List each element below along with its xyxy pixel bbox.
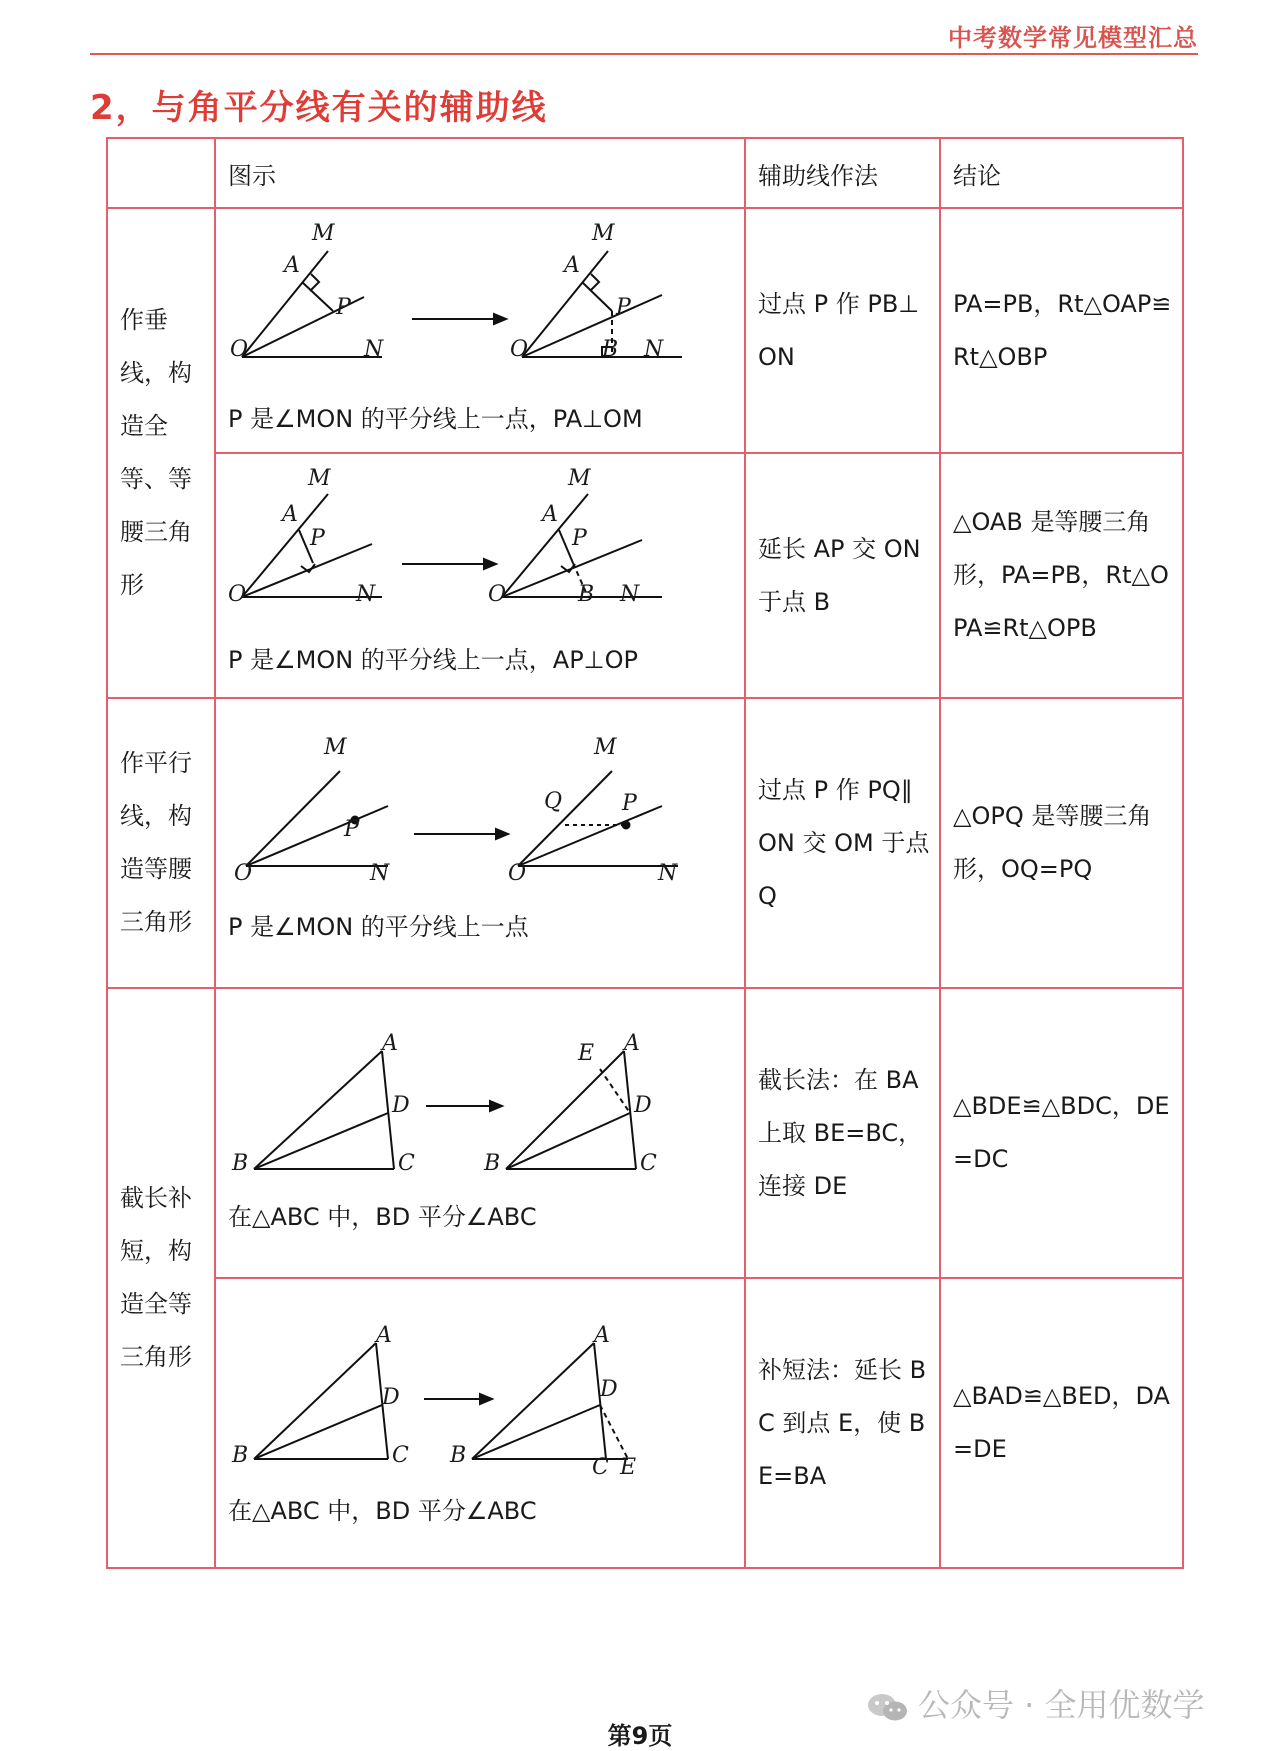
category-perpendicular: 作垂线，构造全等、等腰三角形: [107, 208, 215, 698]
table-row: [107, 208, 1183, 453]
table-header-row: [107, 138, 1183, 208]
category-cut-long-fill-short: 截长补短，构造全等三角形: [107, 988, 215, 1568]
label-C: C: [392, 1443, 409, 1468]
header-rule: [90, 53, 1198, 55]
label-E: E: [578, 1041, 595, 1066]
figure-cell: [215, 1278, 745, 1568]
label-O: O: [488, 582, 507, 607]
label-O: O: [510, 337, 529, 362]
label-N: N: [620, 582, 640, 607]
label-N: N: [356, 582, 376, 607]
label-A: A: [382, 1031, 398, 1056]
method-cell: 补短法：延长 BC 到点 E，使 BE=BA: [745, 1278, 940, 1568]
table-row: [107, 453, 1183, 698]
figure-cut-long: [216, 989, 746, 1277]
label-P: P: [310, 526, 325, 551]
label-P: P: [344, 817, 359, 842]
label-O: O: [230, 337, 249, 362]
label-N: N: [644, 337, 664, 362]
watermark-text: 公众号 · 全用优数学: [918, 1686, 1205, 1724]
figure-cell: [215, 988, 745, 1278]
category-parallel: 作平行线，构造等腰三角形: [107, 698, 215, 988]
label-M: M: [312, 221, 335, 246]
label-A: A: [284, 253, 300, 278]
figure-caption: 在△ABC 中，BD 平分∠ABC: [228, 1497, 537, 1525]
header-cell-method: 辅助线作法: [745, 138, 940, 208]
conclusion-cell: △BDE≌△BDC，DE=DC: [940, 988, 1183, 1278]
method-cell: 过点 P 作 PQ∥ON 交 OM 于点 Q: [745, 698, 940, 988]
label-N: N: [370, 861, 390, 886]
conclusion-cell: △OPQ 是等腰三角形，OQ=PQ: [940, 698, 1183, 988]
label-N: N: [364, 337, 384, 362]
label-P: P: [622, 791, 637, 816]
label-Q: Q: [544, 789, 563, 814]
figure-cell: [215, 453, 745, 698]
label-C: C: [592, 1455, 609, 1480]
label-A: A: [376, 1323, 392, 1348]
label-M: M: [568, 466, 591, 491]
label-B: B: [578, 582, 595, 607]
table-row: [107, 698, 1183, 988]
label-B: B: [232, 1443, 249, 1468]
label-O: O: [508, 861, 527, 886]
label-M: M: [324, 735, 347, 760]
header-cell-figure: 图示: [215, 138, 745, 208]
label-O: O: [234, 861, 253, 886]
label-M: M: [592, 221, 615, 246]
label-A: A: [542, 502, 558, 527]
label-M: M: [308, 466, 331, 491]
method-cell: 延长 AP 交 ON 于点 B: [745, 453, 940, 698]
auxiliary-line-table: [106, 137, 1184, 1569]
label-D: D: [600, 1377, 618, 1402]
label-B: B: [602, 337, 619, 362]
label-P: P: [616, 295, 631, 320]
label-M: M: [594, 735, 617, 760]
method-cell: 过点 P 作 PB⊥ON: [745, 208, 940, 453]
label-A: A: [624, 1031, 640, 1056]
figure-cell: [215, 698, 745, 988]
figure-caption: P 是∠MON 的平分线上一点: [228, 913, 529, 941]
label-B: B: [232, 1151, 249, 1176]
label-P: P: [572, 526, 587, 551]
label-D: D: [382, 1385, 400, 1410]
header-title: 中考数学常见模型汇总: [948, 24, 1198, 52]
label-B: B: [484, 1151, 501, 1176]
method-cell: 截长法：在 BA 上取 BE=BC，连接 DE: [745, 988, 940, 1278]
figure-cell: [215, 208, 745, 453]
table-row: [107, 988, 1183, 1278]
label-N: N: [658, 861, 678, 886]
conclusion-cell: PA=PB，Rt△OAP≌Rt△OBP: [940, 208, 1183, 453]
label-C: C: [398, 1151, 415, 1176]
label-D: D: [634, 1093, 652, 1118]
figure-caption: P 是∠MON 的平分线上一点，PA⊥OM: [228, 405, 643, 433]
conclusion-cell: △BAD≌△BED，DA=DE: [940, 1278, 1183, 1568]
figure-caption: 在△ABC 中，BD 平分∠ABC: [228, 1203, 537, 1231]
label-A: A: [282, 502, 298, 527]
label-A: A: [594, 1323, 610, 1348]
label-D: D: [392, 1093, 410, 1118]
label-P: P: [336, 295, 351, 320]
figure-caption: P 是∠MON 的平分线上一点，AP⊥OP: [228, 646, 638, 674]
label-B: B: [450, 1443, 467, 1468]
header-cell-empty: [107, 138, 215, 208]
figure-parallel: [216, 699, 746, 987]
header-cell-conclusion: 结论: [940, 138, 1183, 208]
label-C: C: [640, 1151, 657, 1176]
conclusion-cell: △OAB 是等腰三角形，PA=PB，Rt△OPA≌Rt△OPB: [940, 453, 1183, 698]
page-number: 第9页: [607, 1722, 673, 1750]
label-A: A: [564, 253, 580, 278]
table-row: [107, 1278, 1183, 1568]
label-E: E: [620, 1455, 637, 1480]
label-O: O: [228, 582, 247, 607]
section-title: 2，与角平分线有关的辅助线: [90, 88, 548, 128]
